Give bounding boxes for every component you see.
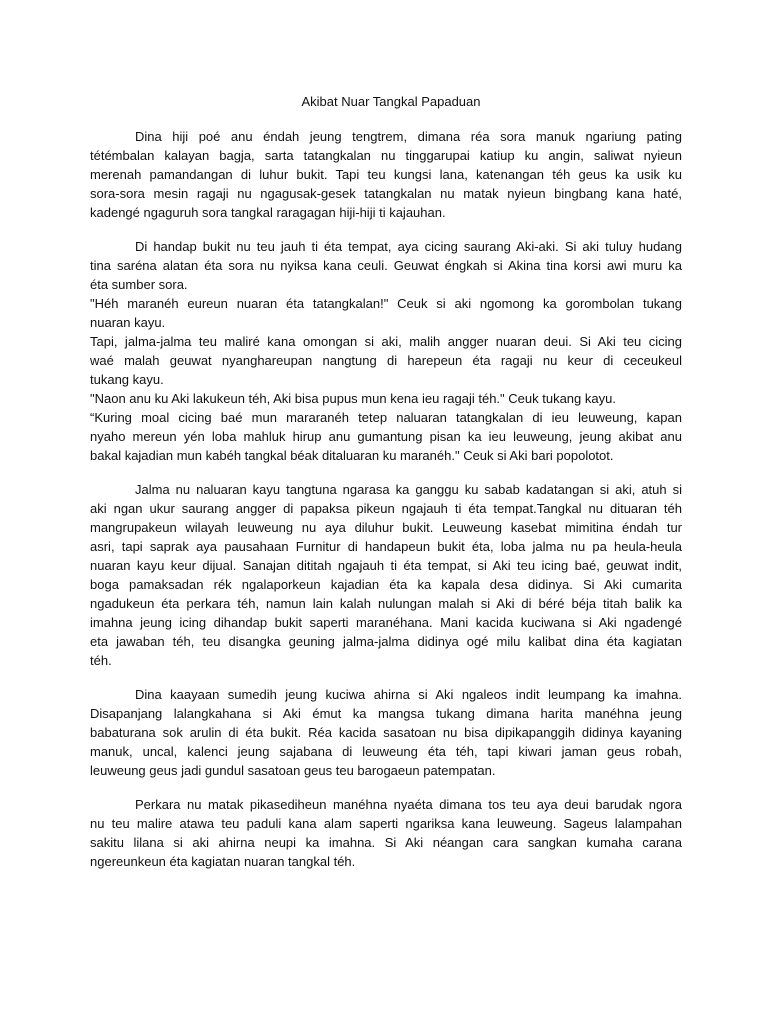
text-line: tétémbalan kalayan bagja, sarta tatangkalan nu tinggarupai katiup ku angin, saliwat nyieun <box>90 148 682 163</box>
text-line: asri, tapi saprak aya pausahaan Furnitur di handapeun bukit éta, loba jalma nu pa heula-heula <box>90 539 682 554</box>
text-line: éta sumber sora. <box>90 277 188 292</box>
text-line: merenah pamandangan di luhur bukit. Tapi teu kungsi lana, katenangan téh geus ka usik ku <box>90 167 682 182</box>
text-line: ngereunkeun éta kagiatan nuaran tangkal téh. <box>90 854 356 869</box>
paragraph <box>90 795 682 871</box>
document-title: Akibat Nuar Tangkal Papaduan <box>301 94 481 109</box>
text-line: manuk, uncal, kalenci jeung sajabana di leuweung éta téh, tapi kiwari jaman geus robah, <box>90 744 682 759</box>
paragraph <box>90 127 682 222</box>
document-body <box>90 127 682 871</box>
text-line: Di handap bukit nu teu jauh ti éta tempat, aya cicing saurang Aki-aki. Si aki tuluy hudang <box>135 239 682 254</box>
text-line: imahna jeung icing dihandap bukit saperti maranéhana. Mani kacida kuciwana si Aki ngadengé <box>90 615 682 630</box>
text-line: “Kuring moal cicing baé mun mararanéh tetep naluaran tatangkalan di ieu leuweung, kapan <box>90 410 682 425</box>
text-line: leuweung geus jadi gundul sasatoan geus teu barogaeun patempatan. <box>90 763 496 778</box>
text-line: Disapanjang lalangkahana si Aki émut ka mangsa tukang dimana harita manéhna jeung <box>90 706 682 721</box>
text-line: sora-sora mesin ragaji nu ngagusak-gesek tatangkalan nu matak nyieun bingbang kana haté, <box>90 186 682 201</box>
text-line: kadengé ngaguruh sora tangkal raragagan hiji-hiji ti kajauhan. <box>90 205 446 220</box>
text-line: nuaran kayu. <box>90 315 166 330</box>
text-line: Dina hiji poé anu éndah jeung tengtrem, dimana réa sora manuk ngariung pating <box>135 129 682 144</box>
text-line: ngadukeun éta perkara téh, namun lain kalah nulungan malah si Aki di béré béja titah balik ka <box>90 596 682 611</box>
text-line: téh. <box>90 653 112 668</box>
text-line: bakal kajadian mun kabéh tangkal béak ditaluaran ku maranéh." Ceuk si Aki bari popolotot. <box>90 448 614 463</box>
text-line: sakitu lilana si aki ahirna neupi ka imahna. Si Aki néangan cara sangkan kumaha carana <box>90 835 682 850</box>
text-line: eta jawaban téh, teu disangka geuning jalma-jalma didinya ogé milu kalibat dina éta kagiatan <box>90 634 682 649</box>
text-line: "Héh maranéh eureun nuaran éta tatangkalan!" Ceuk si aki ngomong ka gorombolan tukang <box>90 296 682 311</box>
text-line: Tapi, jalma-jalma teu maliré kana omongan si aki, malih angger nuaran deui. Si Aki teu cicing <box>90 334 682 349</box>
text-line: "Naon anu ku Aki lakukeun téh, Aki bisa pupus mun kena ieu ragaji téh." Ceuk tukang kayu. <box>90 391 616 406</box>
text-line: tina saréna alatan éta sora nu nyiksa kana ceuli. Geuwat éngkah si Akina tina korsi awi muru ka <box>90 258 682 273</box>
text-line: nyaho mereun yén loba mahluk hirup anu gumantung pisan ka ieu leuweung, jeung akibat anu <box>90 429 682 444</box>
paragraph <box>90 685 682 780</box>
text-line: aki ngan ukur saurang angger di papaksa pikeun ngajauh ti éta tempat.Tangkal nu dituaran téh <box>90 501 682 516</box>
text-line: babaturana sok arulin di éta bukit. Réa kacida sasatoan nu bisa dipikapanggih didinya kayaning <box>90 725 682 740</box>
paragraph <box>90 237 682 465</box>
text-line: Dina kaayaan sumedih jeung kuciwa ahirna si Aki ngaleos indit leumpang ka imahna. <box>135 687 682 702</box>
text-line: waé malah geuwat nyanghareupan nangtung di harepeun éta ragaji nu keur di ceceukeul <box>90 353 682 368</box>
text-line: boga pamaksadan rék ngalaporkeun kajadian éta ka kapala desa didinya. Si Aki cumarita <box>90 577 682 592</box>
paragraph <box>90 480 682 670</box>
text-line: Perkara nu matak pikasediheun manéhna nyaéta dimana tos teu aya deui barudak ngora <box>135 797 682 812</box>
text-line: mangrupakeun wilayah leuweung nu aya diluhur bukit. Leuweung kasebat mimitina éndah tur <box>90 520 682 535</box>
text-line: tukang kayu. <box>90 372 164 387</box>
text-line: nuaran kayu keur dijual. Sanajan dititah ngajauh ti éta tempat, si Aki teu icing baé, geuwat indit, <box>90 558 682 573</box>
text-line: nu teu malire atawa teu paduli kana alam saperti ngariksa kana leuweung. Sageus lalampahan <box>90 816 682 831</box>
text-line: Jalma nu naluaran kayu tangtuna ngarasa ka ganggu ku sabab kadatangan si aki, atuh si <box>135 482 682 497</box>
